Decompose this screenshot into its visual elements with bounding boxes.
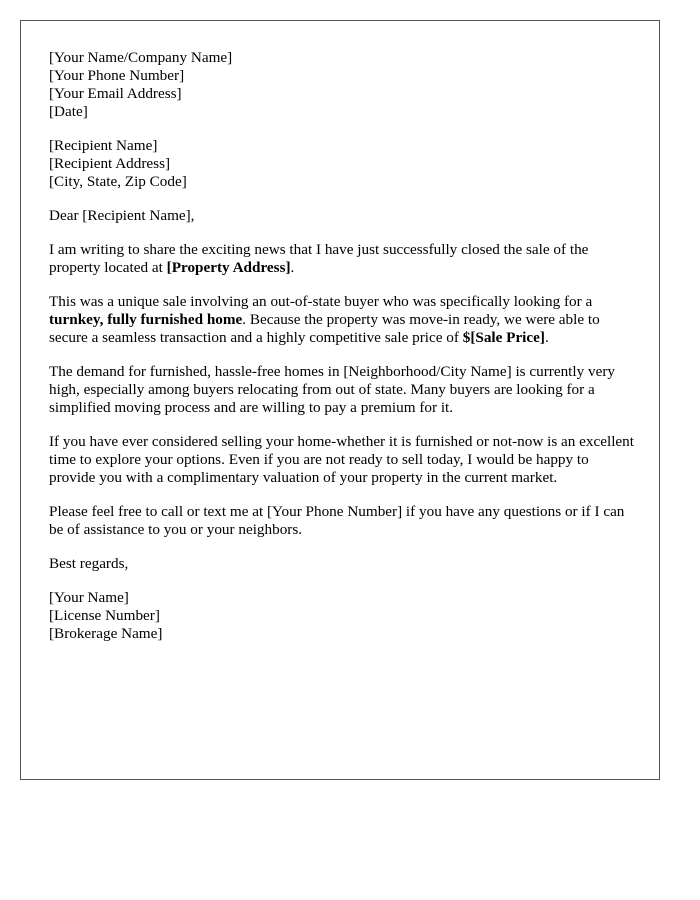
paragraph-sale-news-text-b: . [290, 259, 295, 276]
salutation: Dear [Recipient Name], [49, 207, 195, 224]
turnkey-phrase: turnkey, fully furnished home [49, 311, 243, 328]
property-address: [Property Address] [166, 259, 291, 276]
paragraph-sale-news-text-a: I am writing to share the exciting news that I have just successfully closed the sale of the property located at [49, 241, 589, 276]
closing: Best regards, [49, 555, 129, 572]
signature-block [49, 589, 634, 643]
signature-brokerage: [Brokerage Name] [49, 625, 163, 642]
recipient-address: [Recipient Address] [49, 155, 171, 172]
sender-email: [Your Email Address] [49, 85, 182, 102]
letter-date: [Date] [49, 103, 88, 120]
letter-body [49, 49, 634, 659]
sale-price: $[Sale Price] [462, 329, 545, 346]
paragraph-buyer-details-text-c: . [544, 329, 549, 346]
recipient-block [49, 137, 634, 191]
sender-phone: [Your Phone Number] [49, 67, 185, 84]
signature-name: [Your Name] [49, 589, 129, 606]
letter-page [20, 20, 660, 780]
recipient-city-state-zip: [City, State, Zip Code] [49, 173, 187, 190]
recipient-name: [Recipient Name] [49, 137, 158, 154]
paragraph-valuation-offer: If you have ever considered selling your home-whether it is furnished or not-now is an excellent time to explore your options. Even if you are not ready to sell today, I would be happy to provide you with a complimentary valuation of your property in the current market. [49, 433, 634, 486]
sender-block [49, 49, 634, 121]
sender-name: [Your Name/Company Name] [49, 49, 233, 66]
paragraph-market-demand: The demand for furnished, hassle-free homes in [Neighborhood/City Name] is currently very high, especially among buyers relocating from out of state. Many buyers are looking for a simplified moving process and are willing to pay a premium for it. [49, 363, 615, 416]
paragraph-buyer-details [49, 293, 634, 347]
paragraph-contact: Please feel free to call or text me at [Your Phone Number] if you have any questions or if I can be of assistance to you or your neighbors. [49, 503, 625, 538]
paragraph-sale-news [49, 241, 634, 277]
signature-license: [License Number] [49, 607, 160, 624]
paragraph-buyer-details-text-b: . Because the property was move-in ready, we were able to secure a seamless transaction and a highly competitive sale price of [49, 311, 600, 346]
paragraph-buyer-details-text-a: This was a unique sale involving an out-of-state buyer who was specifically looking for a [49, 293, 593, 310]
